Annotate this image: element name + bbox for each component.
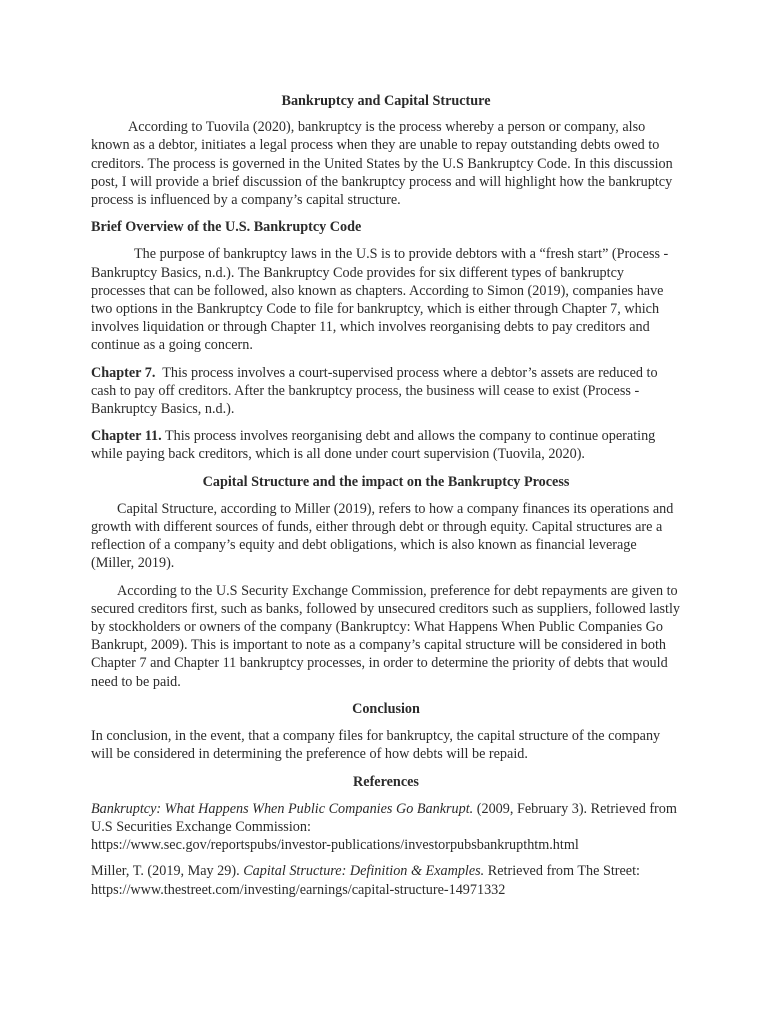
reference-url: https://www.sec.gov/reportspubs/investor-publications/investorpubsbankrupthtm.html — [91, 837, 579, 854]
capital-paragraph-2: According to the U.S Security Exchange Commission, preference for debt repayments are given to secured creditors first, such as banks, followed by unsecured creditors such as suppliers, followed lastly by stockholders or owners of the company (Bankruptcy: What Happens When Public Companies Go Bankrupt, 2009). This is important to note as a company’s capital structure will be considered in both Chapter 7 and Chapter 11 bankruptcy processes, in order to determine the priority of debts that would need to be paid. — [91, 582, 681, 690]
chapter7-label: Chapter 7. — [91, 364, 156, 381]
references-heading: References — [353, 773, 419, 790]
document-page — [91, 92, 681, 907]
reference-author: Miller, T. (2019, May 29). — [91, 863, 244, 880]
intro-paragraph: According to Tuovila (2020), bankruptcy is the process whereby a person or company, also known as a debtor, initiates a legal process when they are unable to repay outstanding debts owed to creditors. The process is governed in the United States by the U.S Bankruptcy Code. In this discussion post, I will provide a brief discussion of the bankruptcy process and will highlight how the bankruptcy process is influenced by a company’s capital structure. — [91, 119, 673, 209]
chapter7-text: This process involves a court-supervised process where a debtor’s assets are reduced to cash to pay off creditors. After the bankruptcy process, the business will cease to exist (Process - Bankruptcy Basics, n.d.). — [91, 364, 658, 418]
capital-structure-heading: Capital Structure and the impact on the Bankruptcy Process — [202, 473, 570, 490]
chapter11-text: This process involves reorganising debt and allows the company to continue operating while paying back creditors, which is all done under court supervision (Tuovila, 2020). — [91, 428, 656, 463]
conclusion-paragraph: In conclusion, in the event, that a company files for bankruptcy, the capital structure of the company will be considered in determining the preference of how debts will be repaid. — [91, 728, 661, 763]
overview-heading: Brief Overview of the U.S. Bankruptcy Code — [91, 219, 362, 236]
reference-url: https://www.thestreet.com/investing/earnings/capital-structure-14971332 — [91, 881, 506, 898]
reference-title: Capital Structure: Definition & Examples. — [243, 863, 485, 880]
capital-paragraph-1: Capital Structure, according to Miller (2019), refers to how a company finances its operations and growth with different sources of funds, either through debt or through equity. Capital structures are a reflection of a company’s equity and debt obligations, which is also known as financial leverage (Miller, 2019). — [91, 500, 674, 572]
reference-details: Retrieved from The Street: — [484, 863, 640, 880]
reference-entry — [91, 800, 681, 855]
reference-details: (2009, February 3). Retrieved from U.S Securities Exchange Commission: — [91, 800, 677, 835]
overview-paragraph: The purpose of bankruptcy laws in the U.S is to provide debtors with a “fresh start” (Process - Bankruptcy Basics, n.d.). The Bankruptcy Code provides for six different types of bankruptcy processes that can be followed, also known as chapters. According to Simon (2019), companies have two options in the Bankruptcy Code to file for bankruptcy, which is either through Chapter 7, which involves liquidation or through Chapter 11, which involves reorganising debts to pay creditors and continue as a going concern. — [91, 246, 669, 354]
document-title: Bankruptcy and Capital Structure — [281, 93, 491, 109]
conclusion-heading: Conclusion — [352, 700, 420, 717]
chapter11-paragraph — [91, 427, 681, 463]
chapter11-label: Chapter 11. — [91, 428, 162, 445]
chapter7-paragraph — [91, 364, 681, 419]
reference-entry — [91, 862, 681, 898]
reference-title: Bankruptcy: What Happens When Public Companies Go Bankrupt. — [91, 800, 474, 817]
